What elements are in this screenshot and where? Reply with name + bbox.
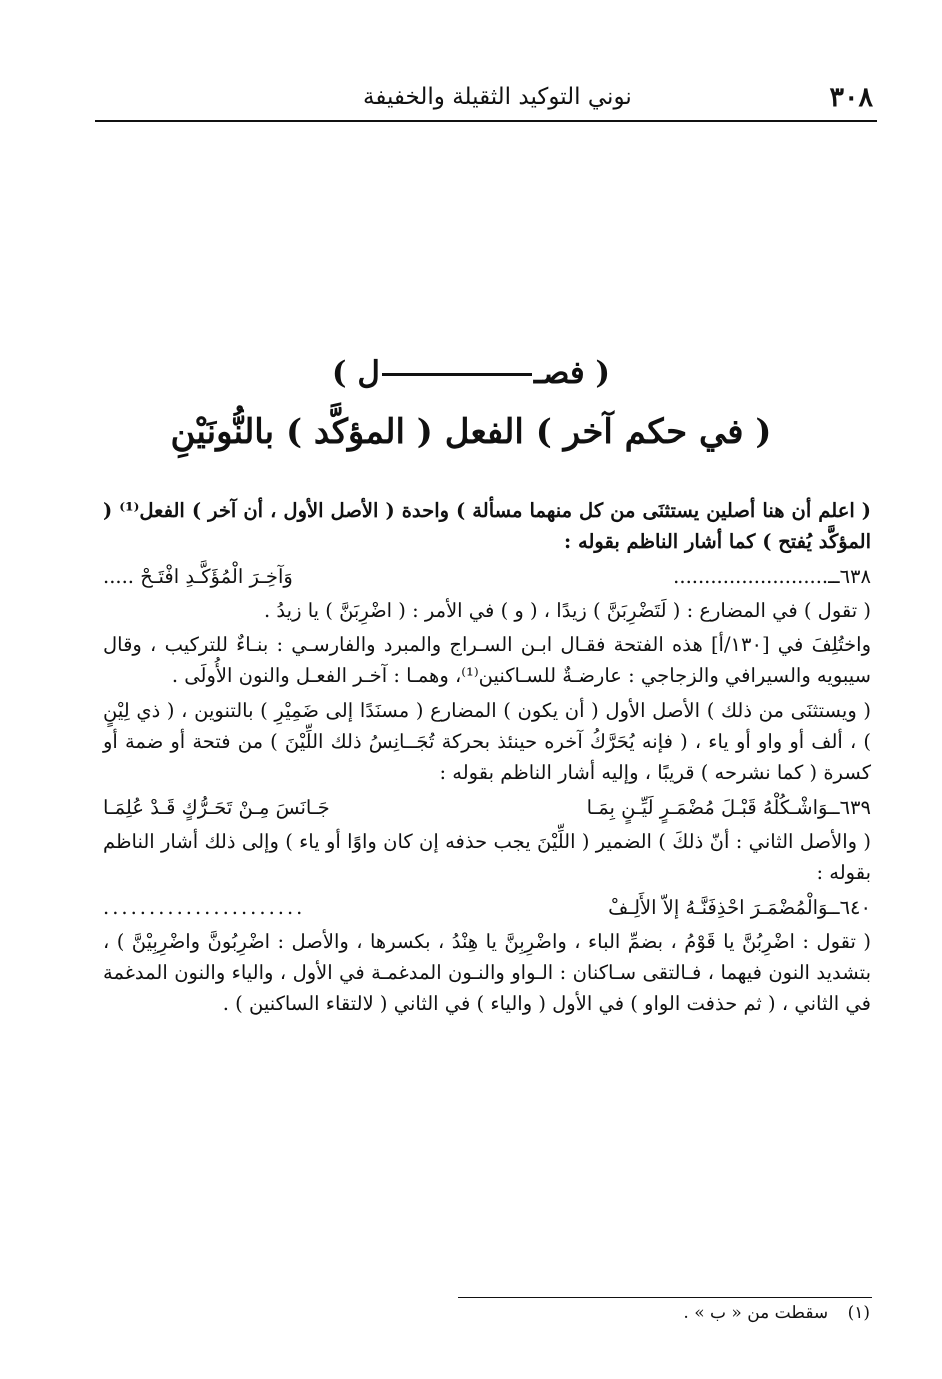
running-header [95,82,877,122]
section-heading-close: ل ) [331,355,380,391]
paragraph-2: ( تقول ) في المضارع : ( لَتَضْرِبَنَّ ) زيدًا ، ( و ) في الأمر : ( اضْرِبَنَّ ) يا زيدُ . [264,598,871,622]
verse-ellipsis: ...................... [103,895,306,919]
verse-639 [103,792,871,823]
verse-number: ٦٣٩ــ [828,795,871,819]
section-subtitle: ( في حكم آخر ) الفعل ( المؤكَّد ) بالنُّونَيْنِ [170,412,772,452]
footnote [683,1303,870,1323]
verse-ellipsis: ......................... [673,564,829,588]
verse-text: وَالْمُضْمَـرَ احْذِفَنَّـهُ إلاّ الأَلِـفْ [608,895,829,919]
body-text [103,495,871,1023]
verse-number: ٦٤٠ــ [828,895,871,919]
page-number: ٣٠٨ [829,82,873,113]
paragraph-5: ( والأصل الثاني : أنّ ذلكَ ) الضمير ( اللِّيْنَ يجب حذفه إن كان واوًا أو ياء ) وإلى ذلك أشار الناظم بقوله : [103,829,871,885]
paragraph-6: ( تقول : اضْرِبُنَّ يا قَوْمُ ، بضمِّ الباء ، واضْرِبِنَّ يا هِنْدُ ، بكسرها ، والأصل : اضْرِبُونَّ واضْرِبِيْنَّ ) ، بتشديد النون فيهما ، فـالتقى سـاكنان : الـواو والنـون المدغمـة في الأول ، والياء والنون المدغمة في الثاني ، ( ثم حذفت الواو ) في الأول ( والياء ) في الثاني ( لالتقاء الساكنين ) . [103,929,871,1016]
footnote-number: (١) [847,1303,870,1323]
section-heading [0,355,942,391]
paragraph-3: واختُلِفَ في [١٣٠/أ] هذه الفتحة فقـال ابـن السـراج والمبرد والفارسـي : بنـاءٌ للتركيب ، وقال سيبويه والسيرافي والزجاجي : عارضـةٌ للسـاكنين⁽¹⁾، وهمـا : آخـر الفعـل والنون الأُولَى . [103,633,871,688]
paragraph-4: ( ويستثنَى من ذلك ) الأصل الأول ( أن يكون ) المضارع ( مسنَدًا إلى ضَمِيْرِ ) بالتنوين ، ( ذي لِيْنٍ ) ، ألف أو واو أو ياء ، ( فإنه يُحَرَّكُ آخره حينئذ بحركة تُجَــانِسُ ذلك اللِّيْنَ ) من فتحة أو ضمة أو كسرة ( كما نشرحه ) قريبًا ، وإليه أشار الناظم بقوله : [103,698,871,785]
running-title: نوني التوكيد الثقيلة والخفيفة [363,84,632,110]
verse-hemistich-2: جَـانَسَ مِـنْ تَحَـرُّكٍ قَـدْ عُلِمَـا [103,795,330,819]
paragraph-1: ( اعلم أن هنا أصلين يستثنَى من كل منهما مسألة ) واحدة ( الأصل الأول ، أن آخر ) الفعل⁽¹⁾ ( المؤكَّد يُفتح ) كما أشار الناظم بقوله : [103,499,871,554]
verse-640 [103,892,871,923]
verse-number: ٦٣٨ــ [828,564,871,588]
verse-text: وَآخِـرَ الْمُؤَكَّـدِ افْتَـحْ ..... [103,564,293,588]
kashida-line [382,373,532,376]
footnote-text: سقطت من « ب » . [683,1303,829,1323]
verse-hemistich-1: وَاشْـكُلْهُ قَبْـلَ مُضْمَـرٍ لَيِّـنٍ بِمَـا [586,795,829,819]
section-heading-open: ( فصـ [533,355,611,391]
footnote-divider [458,1297,872,1298]
verse-638 [103,561,871,592]
